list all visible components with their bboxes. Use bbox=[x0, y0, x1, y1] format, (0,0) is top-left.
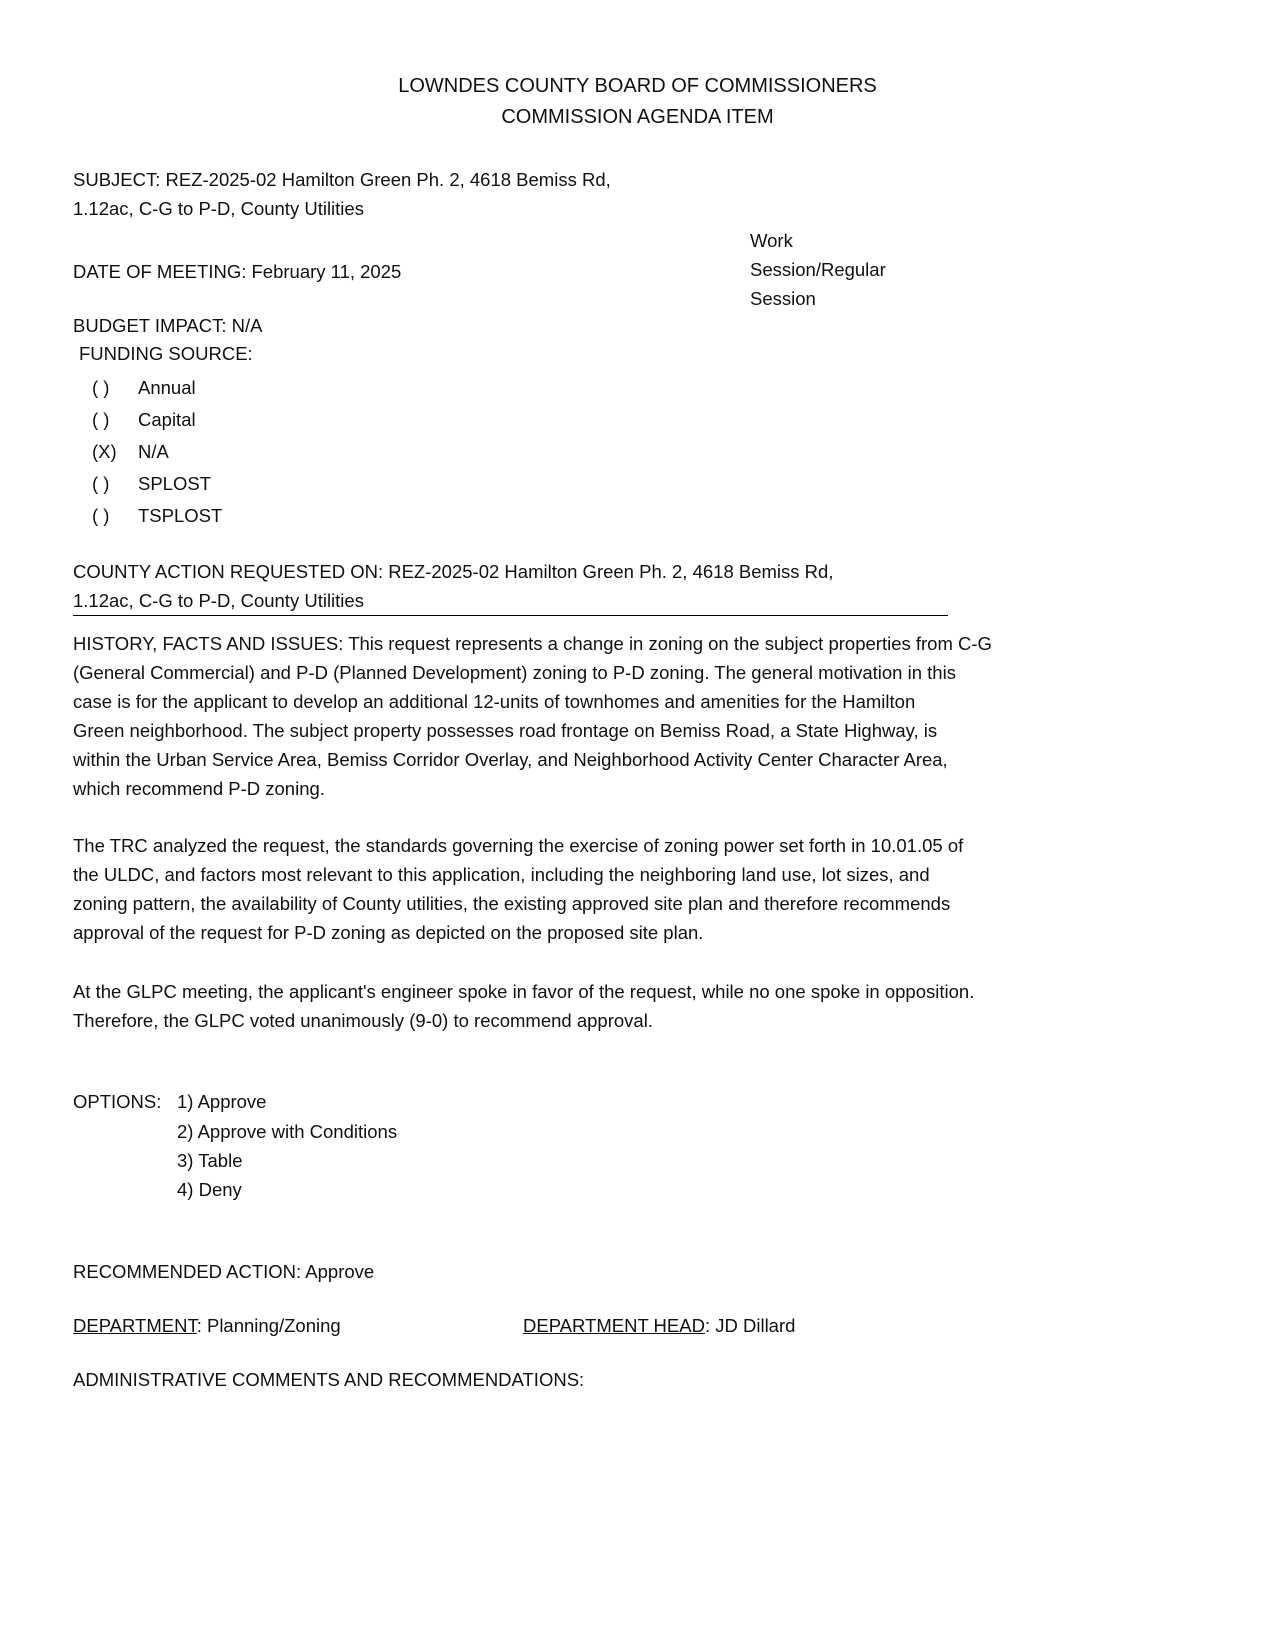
glpc-line: Therefore, the GLPC voted unanimously (9-0) to recommend approval. bbox=[73, 1010, 653, 1031]
county-action-line-2: 1.12ac, C-G to P-D, County Utilities bbox=[73, 590, 364, 611]
department-label: DEPARTMENT bbox=[73, 1315, 197, 1336]
funding-mark: ( ) bbox=[92, 473, 110, 494]
option-item: 4) Deny bbox=[177, 1179, 242, 1200]
department-head-value: : JD Dillard bbox=[704, 1315, 796, 1336]
funding-mark: ( ) bbox=[92, 409, 110, 430]
date-of-meeting: DATE OF MEETING: February 11, 2025 bbox=[73, 261, 402, 282]
option-item: 2) Approve with Conditions bbox=[177, 1121, 398, 1142]
trc-line: The TRC analyzed the request, the standards governing the exercise of zoning power set forth in 10.01.05 of bbox=[73, 835, 964, 856]
divider bbox=[73, 615, 948, 616]
header-subtitle: COMMISSION AGENDA ITEM bbox=[501, 106, 774, 128]
funding-mark: ( ) bbox=[92, 377, 110, 398]
glpc-paragraph bbox=[73, 977, 974, 1035]
funding-label: Annual bbox=[138, 377, 196, 398]
trc-line: approval of the request for P-D zoning as depicted on the proposed site plan. bbox=[73, 922, 704, 943]
budget-impact: BUDGET IMPACT: N/A bbox=[73, 315, 263, 336]
trc-line: the ULDC, and factors most relevant to this application, including the neighboring land use, lot sizes, and bbox=[73, 864, 930, 885]
funding-mark: ( ) bbox=[92, 505, 110, 526]
meeting-type-2: Session/Regular bbox=[750, 259, 886, 280]
option-item: 1) Approve bbox=[177, 1091, 267, 1112]
history-line: Green neighborhood. The subject property possesses road frontage on Bemiss Road, a State Highway, is bbox=[73, 720, 938, 741]
options-label: OPTIONS: bbox=[73, 1091, 162, 1112]
funding-mark: (X) bbox=[92, 441, 117, 462]
trc-line: zoning pattern, the availability of County utilities, the existing approved site plan and therefore recommends bbox=[73, 893, 951, 914]
history-paragraph bbox=[73, 629, 992, 803]
department-head bbox=[523, 1311, 795, 1340]
history-line: (General Commercial) and P-D (Planned Development) zoning to P-D zoning. The general motivation in this bbox=[73, 662, 956, 683]
history-line: HISTORY, FACTS AND ISSUES: This request represents a change in zoning on the subject properties from C-G bbox=[73, 633, 992, 654]
department bbox=[73, 1311, 341, 1340]
subject-line-2: 1.12ac, C-G to P-D, County Utilities bbox=[73, 198, 364, 219]
funding-label: TSPLOST bbox=[138, 505, 223, 526]
header-title: LOWNDES COUNTY BOARD OF COMMISSIONERS bbox=[398, 75, 877, 97]
trc-paragraph bbox=[73, 831, 963, 947]
funding-label: SPLOST bbox=[138, 473, 211, 494]
funding-label: N/A bbox=[138, 441, 169, 462]
funding-label: Capital bbox=[138, 409, 196, 430]
department-head-label: DEPARTMENT HEAD bbox=[523, 1315, 705, 1336]
meeting-type-1: Work bbox=[750, 230, 793, 251]
history-line: within the Urban Service Area, Bemiss Corridor Overlay, and Neighborhood Activity Center Character Area, bbox=[73, 749, 948, 770]
county-action-line-1: COUNTY ACTION REQUESTED ON: REZ-2025-02 Hamilton Green Ph. 2, 4618 Bemiss Rd, bbox=[73, 561, 834, 582]
recommended-action: RECOMMENDED ACTION: Approve bbox=[73, 1261, 375, 1282]
glpc-line: At the GLPC meeting, the applicant's engineer spoke in favor of the request, while no one spoke in opposition. bbox=[73, 981, 975, 1002]
department-value: : Planning/Zoning bbox=[196, 1315, 341, 1336]
history-line: which recommend P-D zoning. bbox=[73, 778, 325, 799]
option-item: 3) Table bbox=[177, 1150, 243, 1171]
admin-comments-label: ADMINISTRATIVE COMMENTS AND RECOMMENDATIONS: bbox=[73, 1369, 585, 1390]
subject-line-1: SUBJECT: REZ-2025-02 Hamilton Green Ph. 2, 4618 Bemiss Rd, bbox=[73, 169, 611, 190]
funding-source-label: FUNDING SOURCE: bbox=[79, 343, 253, 364]
history-line: case is for the applicant to develop an additional 12-units of townhomes and amenities for the Hamilton bbox=[73, 691, 916, 712]
meeting-type-3: Session bbox=[750, 288, 816, 309]
